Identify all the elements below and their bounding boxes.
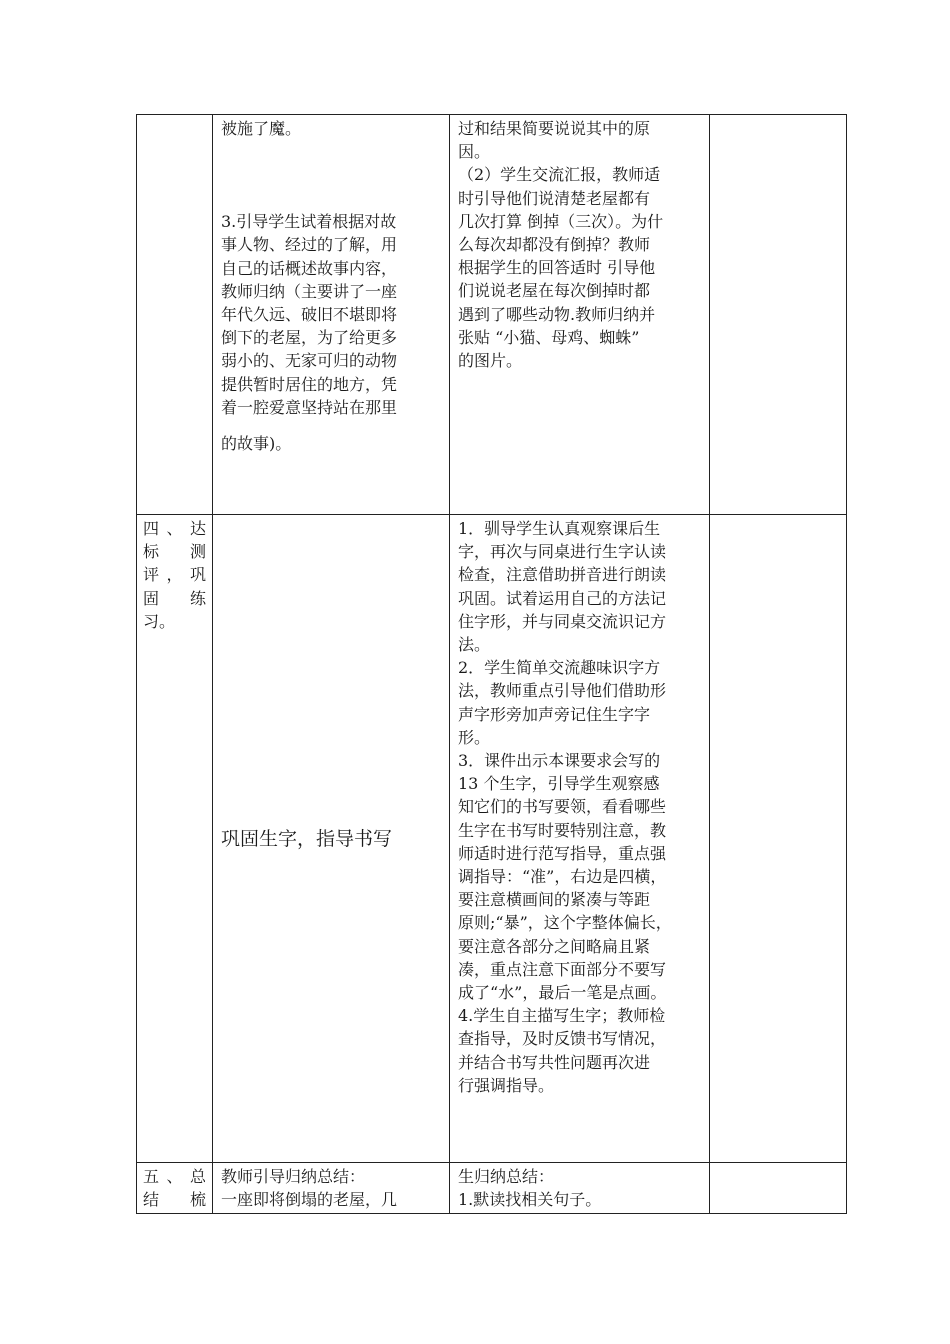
text-line: 并结合书写共性问题再次进 <box>458 1052 651 1072</box>
text-line: 3．课件出示本课要求会写的 <box>458 751 661 771</box>
text-line: 们说说老屋在每次倒掉时都 <box>458 281 651 301</box>
text-line: 年代久远、破旧不堪即将 <box>221 305 398 325</box>
text-line: 检查，注意借助拼音进行朗读 <box>458 565 667 585</box>
text-line: 么每次却都没有倒掉？教师 <box>458 235 651 255</box>
text-line: 行强调指导。 <box>458 1075 555 1095</box>
stage-cell <box>137 515 213 1163</box>
student-activity-cell <box>450 115 710 515</box>
text-line: 原则;“暴”，这个字整体偏长， <box>458 913 672 933</box>
notes-cell <box>710 515 847 1163</box>
text-line: 3.引导学生试着根据对故 <box>221 212 397 232</box>
stage-cell <box>137 1163 213 1214</box>
text-line: 生归纳总结： <box>458 1167 555 1186</box>
text-line: 的图片。 <box>458 351 523 371</box>
text-line: 1.默读找相关句子。 <box>458 1190 602 1210</box>
text-line: 结 梳 <box>143 1190 206 1210</box>
text-line: 凑，重点注意下面部分不要写 <box>458 959 667 979</box>
text-line: 事人物、经过的了解，用 <box>221 235 398 255</box>
text-line: 几次打算 倒掉（三次）。为什 <box>458 211 664 231</box>
text-line: 查指导，及时反馈书写情况， <box>458 1029 667 1049</box>
text-line: 提供暂时居住的地方，凭 <box>221 374 398 394</box>
text-line: 要注意横画间的紧凑与等距 <box>458 890 651 910</box>
text-line: 法。 <box>458 635 491 655</box>
text-line: 因。 <box>458 142 491 162</box>
text-line: 法，教师重点引导他们借助形 <box>458 681 667 701</box>
text-line: （2）学生交流汇报，教师适 <box>458 165 661 185</box>
text-line: 形。 <box>458 727 491 747</box>
text-line: 遇到了哪些动物.教师归纳并 <box>458 304 656 324</box>
text-line: 四、达 <box>143 519 206 538</box>
notes-cell <box>710 1163 847 1214</box>
text-line: 教师归纳（主要讲了一座 <box>221 281 398 301</box>
text-line: 被施了魔。 <box>221 119 302 138</box>
text-line: 习。 <box>143 611 176 631</box>
text-line: 张贴 “小猫、母鸡、蜘蛛” <box>458 327 640 347</box>
student-activity-cell <box>450 1163 710 1214</box>
text-line: 要注意各部分之间略扁且紧 <box>458 936 651 956</box>
teacher-activity-cell <box>213 515 450 1163</box>
text-line: 倒下的老屋，为了给更多 <box>221 328 398 348</box>
student-activity-cell <box>450 515 710 1163</box>
text-line: 住字形，并与同桌交流识记方 <box>458 611 667 631</box>
table-row <box>137 515 847 1163</box>
text-line: 2．学生简单交流趣味识字方 <box>458 658 661 678</box>
text-line: 4.学生自主描写生字；教师检 <box>458 1006 666 1026</box>
text-line: 弱小的、无家可归的动物 <box>221 351 398 371</box>
text-line: 的故事)。 <box>221 434 292 454</box>
text-line: 着一腔爱意坚持站在那里 <box>221 397 398 417</box>
text-line: 13 个生字，引导学生观察感 <box>458 774 660 794</box>
text-line: 师适时进行范写指导，重点强 <box>458 843 667 863</box>
section-heading: 巩固生字，指导书写 <box>221 827 393 850</box>
table-row <box>137 1163 847 1214</box>
notes-cell <box>710 115 847 515</box>
text-line: 自己的话概述故事内容， <box>221 258 398 278</box>
text-line: 巩固。试着运用自己的方法记 <box>458 588 667 608</box>
text-line: 1．驯导学生认真观察课后生 <box>458 519 661 538</box>
teacher-activity-cell <box>213 1163 450 1214</box>
text-line: 评，巩 <box>143 565 206 585</box>
text-line: 知它们的书写要领，看看哪些 <box>458 797 667 817</box>
lesson-plan-table <box>136 114 847 1214</box>
text-line: 声字形旁加声旁记住生字字 <box>458 704 651 724</box>
text-line: 生字在书写时要特别注意，教 <box>458 820 667 840</box>
stage-cell <box>137 115 213 515</box>
text-line: 固 练 <box>143 588 206 608</box>
text-line: 成了“水”，最后一笔是点画。 <box>458 983 667 1003</box>
text-line: 过和结果简要说说其中的原 <box>458 119 651 138</box>
text-line: 根据学生的回答适时 引导他 <box>458 258 656 278</box>
table-row <box>137 115 847 515</box>
text-line: 一座即将倒塌的老屋，几 <box>221 1190 398 1210</box>
text-line: 时引导他们说清楚老屋都有 <box>458 188 651 208</box>
text-line: 调指导：“准”，右边是四横， <box>458 867 667 887</box>
text-line: 教师引导归纳总结： <box>221 1167 366 1186</box>
teacher-activity-cell <box>213 115 450 515</box>
text-line: 五、总 <box>143 1167 206 1186</box>
text-line: 字，再次与同桌进行生字认读 <box>458 542 667 562</box>
text-line: 标 测 <box>143 542 206 562</box>
